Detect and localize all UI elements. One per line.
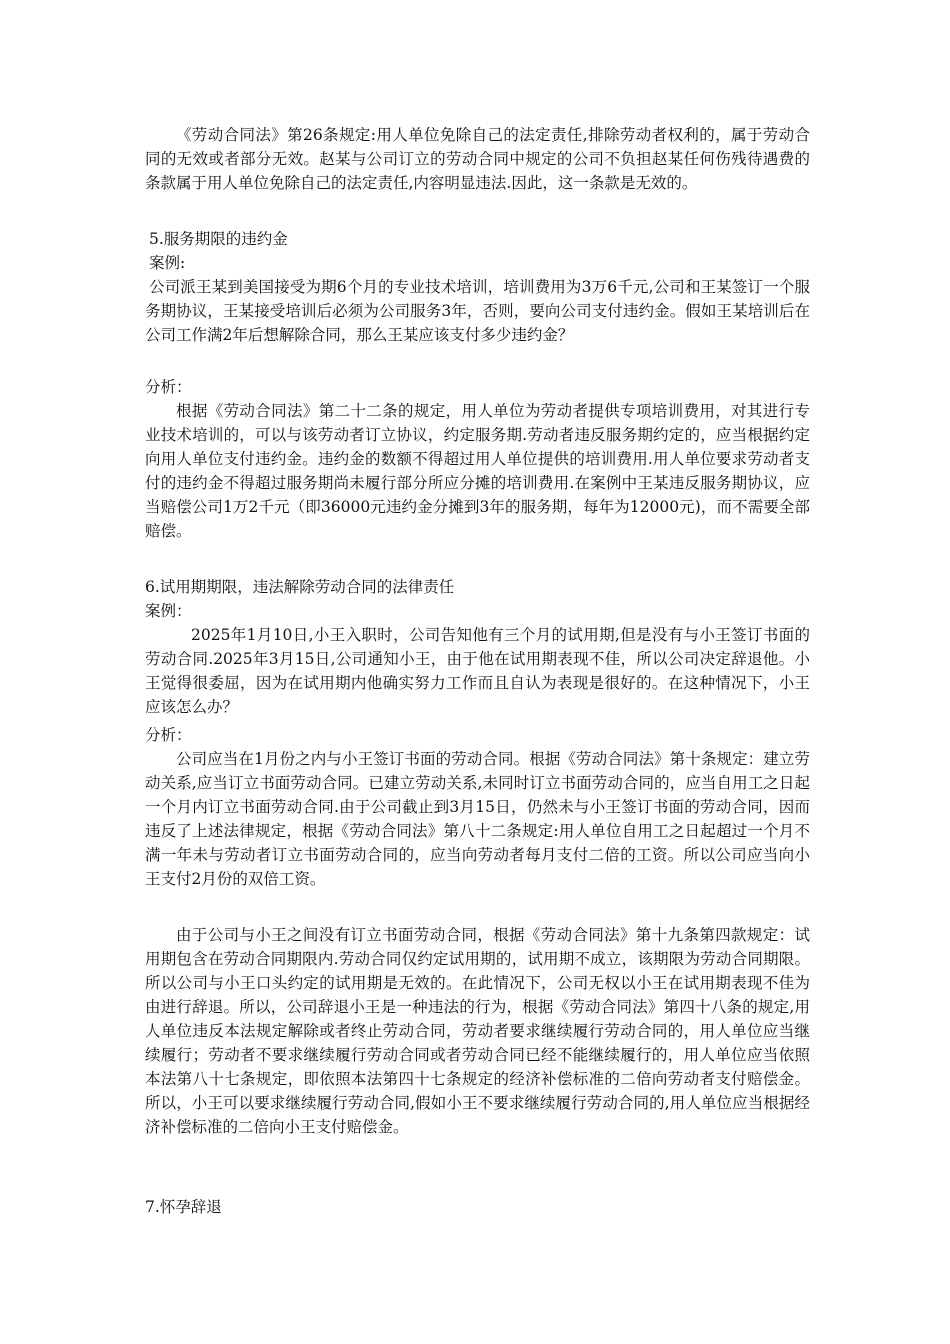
section-5-case-text: 公司派王某到美国接受为期6个月的专业技术培训，培训费用为3万6千元,公司和王某签订一个服务期协议，王某接受培训后必须为公司服务3年，否则，要向公司支付违约金。假如王某培训后在公司工作满2年后想解除合同，那么王某应该支付多少违约金？ [145, 278, 810, 344]
section-5-case-label: 案例: [149, 254, 186, 272]
section-5-analysis-text: 根据《劳动合同法》第二十二条的规定，用人单位为劳动者提供专项培训费用，对其进行专业技术培训的，可以与该劳动者订立协议，约定服务期.劳动者违反服务期约定的，应当根据约定向用人单位支付违约金。违约金的数额不得超过用人单位提供的培训费用.用人单位要求劳动者支付的违约金不得超过服务期尚未履行部分所应分摊的培训费用.在案例中王某违反服务期协议，应当赔偿公司1万2千元（即36000元违约金分摊到3年的服务期，每年为12000元)，而不需要全部赔偿。 [145, 402, 810, 540]
section-7-heading: 7.怀孕辞退 [145, 1198, 222, 1216]
section-6-analysis-paragraph-2: 由于公司与小王之间没有订立书面劳动合同，根据《劳动合同法》第十九条第四款规定：试用期包含在劳动合同期限内.劳动合同仅约定试用期的，试用期不成立，该期限为劳动合同期限。所以公司与小王口头约定的试用期是无效的。在此情况下，公司无权以小王在试用期表现不佳为由进行辞退。所以，公司辞退小王是一种违法的行为，根据《劳动合同法》第四十八条的规定,用人单位违反本法规定解除或者终止劳动合同，劳动者要求继续履行劳动合同的，用人单位应当继续履行；劳动者不要求继续履行劳动合同或者劳动合同已经不能继续履行的，用人单位应当依照本法第八十七条规定，即依照本法第四十七条规定的经济补偿标准的二倍向劳动者支付赔偿金。所以，小王可以要求继续履行劳动合同,假如小王不要求继续履行劳动合同的,用人单位应当根据经济补偿标准的二倍向小王支付赔偿金。 [145, 926, 810, 1136]
section-6-heading: 6.试用期期限，违法解除劳动合同的法律责任 [145, 578, 455, 596]
section-6-analysis-paragraph-1: 公司应当在1月份之内与小王签订书面的劳动合同。根据《劳动合同法》第十条规定：建立劳动关系,应当订立书面劳动合同。已建立劳动关系,未同时订立书面劳动合同的，应当自用工之日起一个月内订立书面劳动合同.由于公司截止到3月15日，仍然未与小王签订书面的劳动合同，因而违反了上述法律规定，根据《劳动合同法》第八十二条规定:用人单位自用工之日起超过一个月不满一年未与劳动者订立书面劳动合同的，应当向劳动者每月支付二倍的工资。所以公司应当向小王支付2月份的双倍工资。 [145, 750, 810, 888]
section-6-case-label: 案例： [145, 602, 192, 620]
section-5-analysis-label: 分析： [145, 378, 192, 396]
section-5-heading: 5.服务期限的违约金 [149, 230, 288, 248]
intro-paragraph: 《劳动合同法》第26条规定:用人单位免除自己的法定责任,排除劳动者权利的，属于劳动合同的无效或者部分无效。赵某与公司订立的劳动合同中规定的公司不负担赵某任何伤残待遇费的条款属于用人单位免除自己的法定责任,内容明显违法.因此，这一条款是无效的。 [145, 126, 810, 192]
section-6-analysis-label: 分析： [145, 726, 192, 744]
section-6-case-text: 2025年1月10日,小王入职时，公司告知他有三个月的试用期,但是没有与小王签订书面的劳动合同.2025年3月15日,公司通知小王，由于他在试用期表现不佳，所以公司决定辞退他。小王觉得很委屈，因为在试用期内他确实努力工作而且自认为表现是很好的。在这种情况下，小王应该怎么办？ [145, 626, 810, 716]
